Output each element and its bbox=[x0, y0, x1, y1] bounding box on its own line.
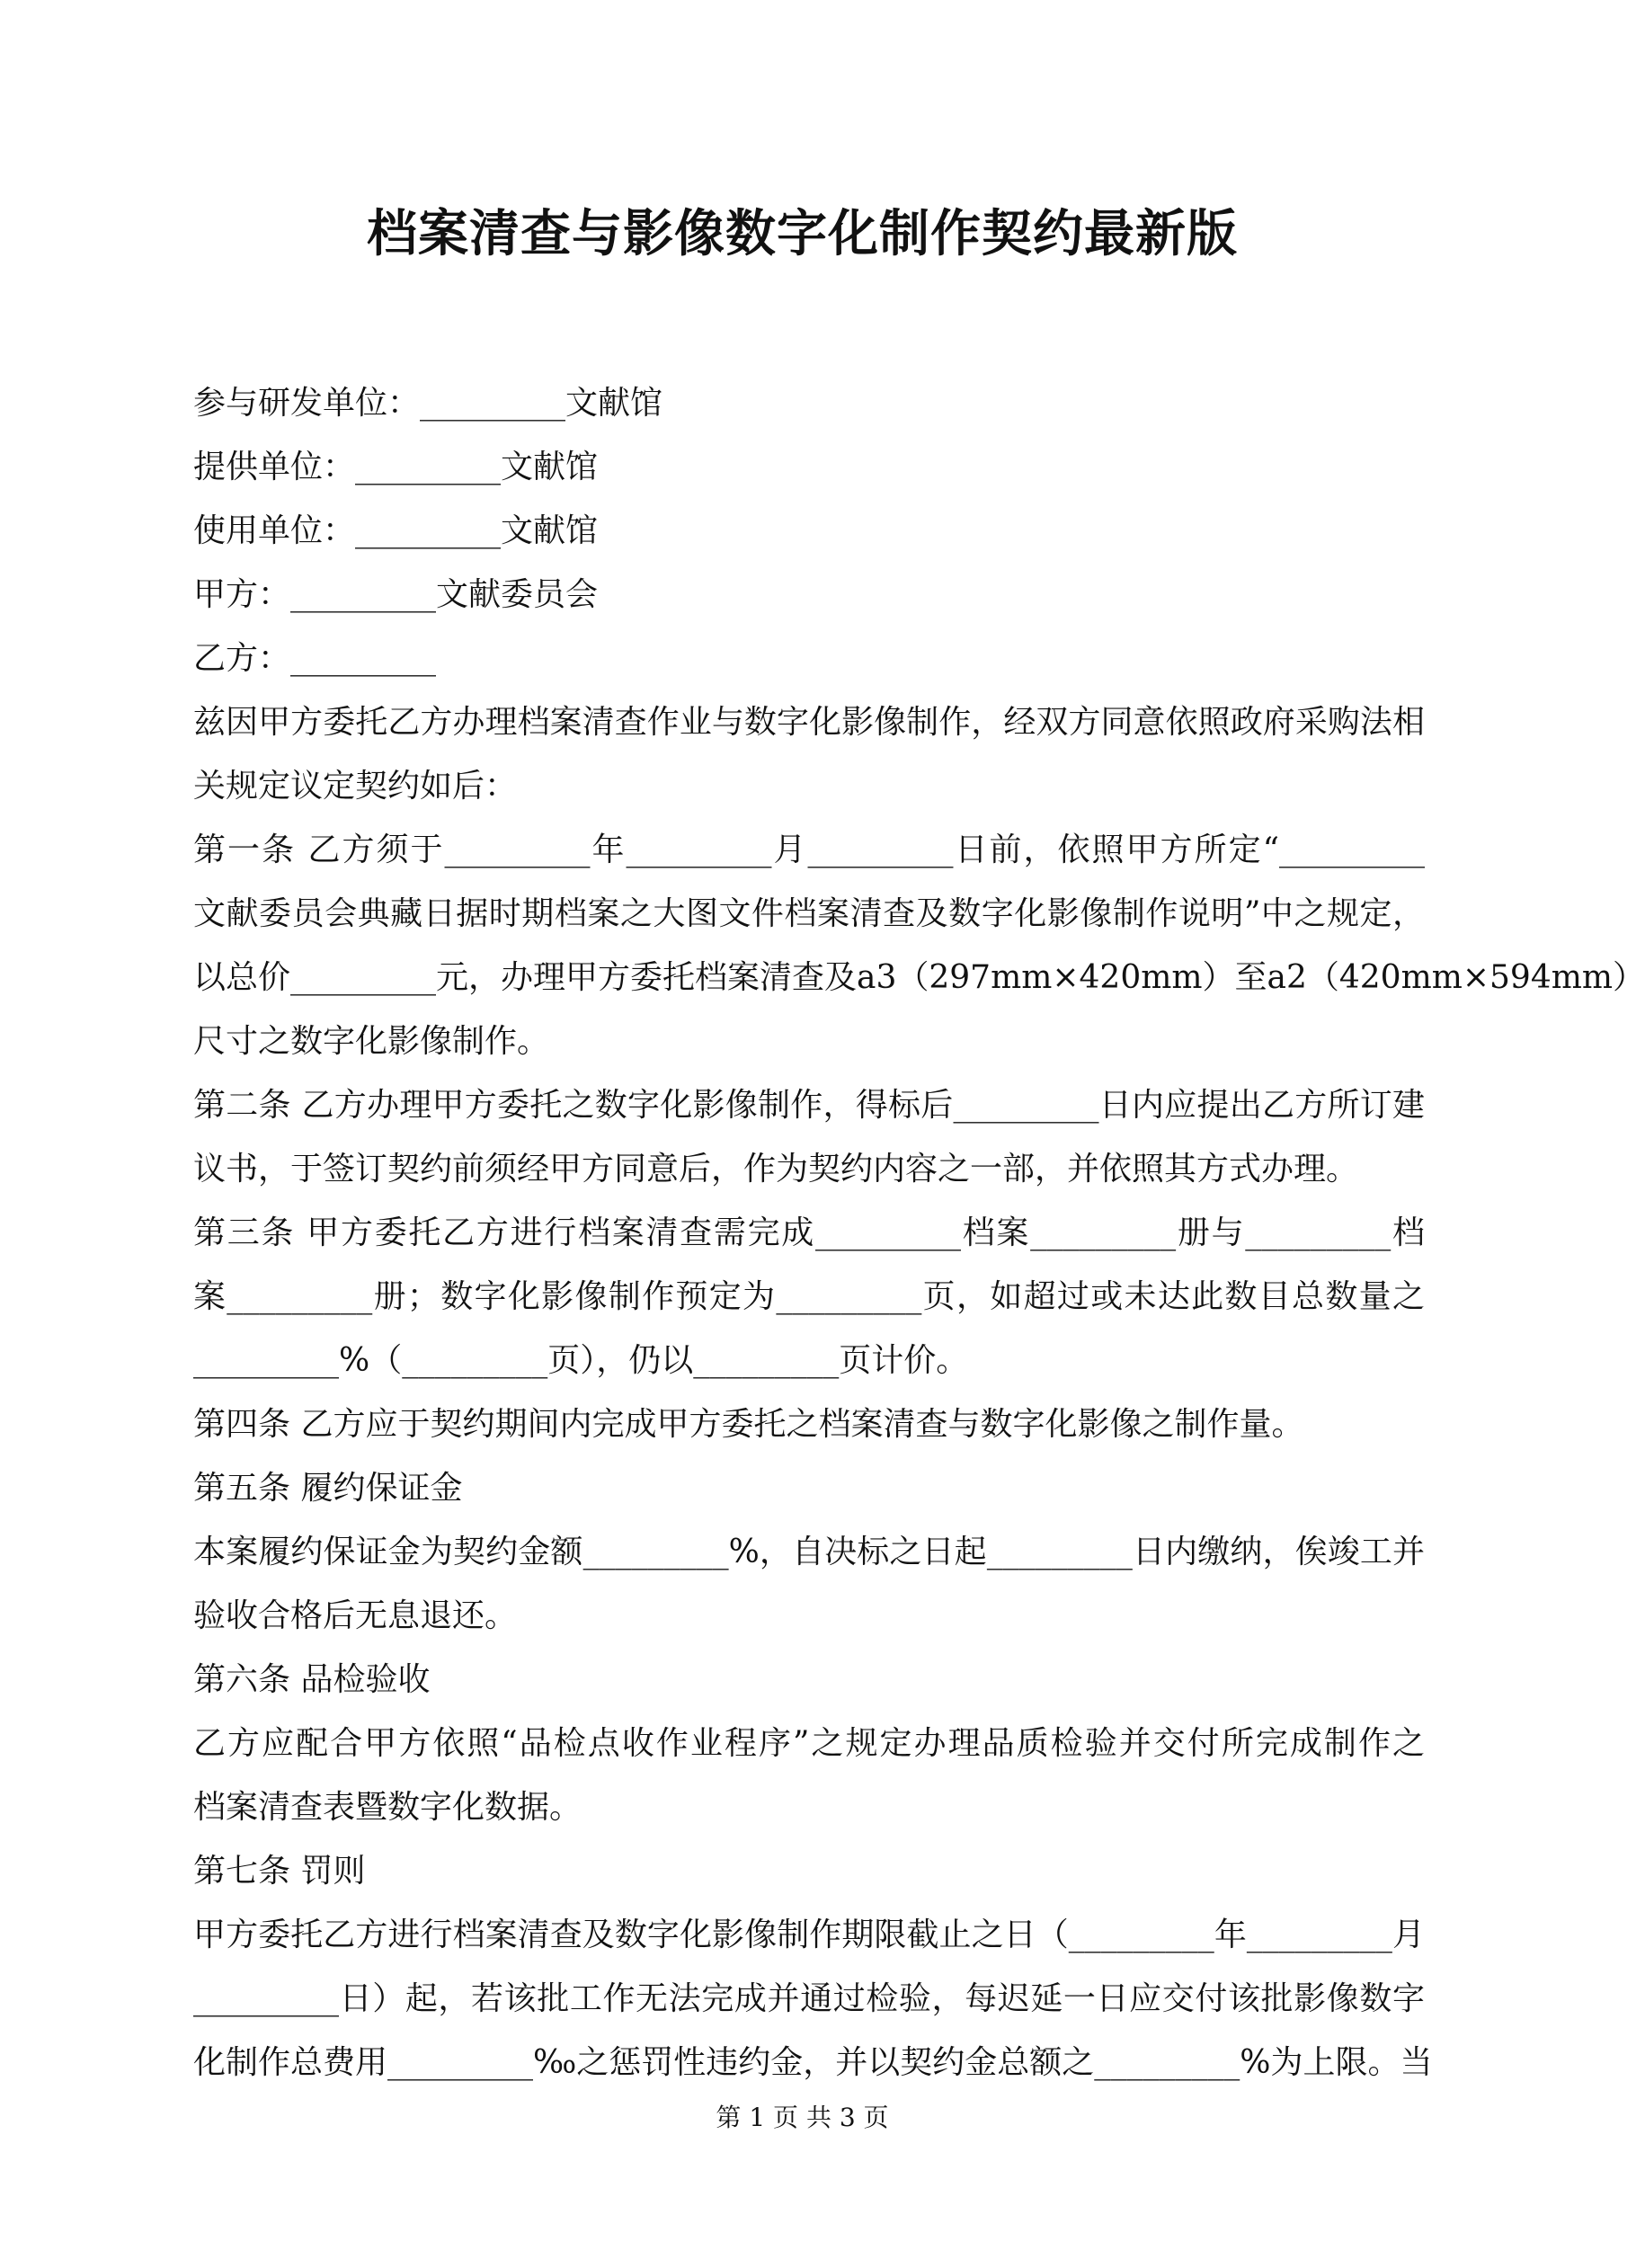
text-line: 第五条 履约保证金 bbox=[193, 1470, 463, 1507]
text-line: 验收合格后无息退还。 bbox=[193, 1597, 518, 1634]
text-line: 第六条 品检验收 bbox=[193, 1661, 431, 1698]
text-line: 第二条 乙方办理甲方委托之数字化影像制作，得标后_________日内应提出乙方所订建 bbox=[193, 1087, 1425, 1124]
text-line: 参与研发单位：_________文献馆 bbox=[193, 385, 663, 422]
page-number-footer: 第 1 页 共 3 页 bbox=[716, 2103, 889, 2132]
text-line: 乙方应配合甲方依照“品检点收作业程序”之规定办理品质检验并交付所完成制作之 bbox=[193, 1725, 1425, 1762]
text-line: 兹因甲方委托乙方办理档案清查作业与数字化影像制作，经双方同意依照政府采购法相 bbox=[193, 704, 1425, 741]
text-line: 提供单位：_________文献馆 bbox=[193, 449, 599, 485]
text-line: 档案清查表暨数字化数据。 bbox=[193, 1789, 582, 1826]
text-line: 化制作总费用_________‰之惩罚性违约金，并以契约金总额之_________%为上限。当 bbox=[193, 2044, 1433, 2081]
text-line: 第四条 乙方应于契约期间内完成甲方委托之档案清查与数字化影像之制作量。 bbox=[193, 1406, 1304, 1443]
text-line: 乙方：_________ bbox=[193, 640, 437, 677]
text-line: 关规定议定契约如后： bbox=[193, 768, 518, 805]
document-title: 档案清查与影像数字化制作契约最新版 bbox=[367, 204, 1238, 263]
text-line: 使用单位：_________文献馆 bbox=[193, 512, 599, 549]
text-line: 第一条 乙方须于_________年_________月_________日前，依照甲方所定“_________ bbox=[193, 832, 1425, 868]
text-line: _________日）起，若该批工作无法完成并通过检验，每迟延一日应交付该批影像数字 bbox=[193, 1980, 1425, 2017]
text-line: 第七条 罚则 bbox=[193, 1853, 366, 1890]
text-line: 文献委员会典藏日据时期档案之大图文件档案清查及数字化影像制作说明”中之规定， bbox=[193, 895, 1425, 932]
text-line: 以总价_________元，办理甲方委托档案清查及a3（297mm×420mm）至a2（420mm×594mm） bbox=[193, 959, 1645, 996]
document-body bbox=[193, 371, 1645, 2095]
text-line: 案_________册；数字化影像制作预定为_________页，如超过或未达此数目总数量之 bbox=[193, 1278, 1425, 1315]
text-line: 尺寸之数字化影像制作。 bbox=[193, 1023, 550, 1060]
text-line: 甲方：_________文献委员会 bbox=[193, 576, 599, 613]
text-line: _________%（_________页），仍以_________页计价。 bbox=[193, 1342, 969, 1379]
text-line: 议书，于签订契约前须经甲方同意后，作为契约内容之一部，并依照其方式办理。 bbox=[193, 1151, 1359, 1187]
text-line: 第三条 甲方委托乙方进行档案清查需完成_________档案_________册与_________档 bbox=[193, 1214, 1425, 1251]
text-line: 甲方委托乙方进行档案清查及数字化影像制作期限截止之日（_________年_________月 bbox=[193, 1917, 1425, 1953]
text-line: 本案履约保证金为契约金额_________%，自决标之日起_________日内缴纳，俟竣工并 bbox=[193, 1534, 1425, 1570]
